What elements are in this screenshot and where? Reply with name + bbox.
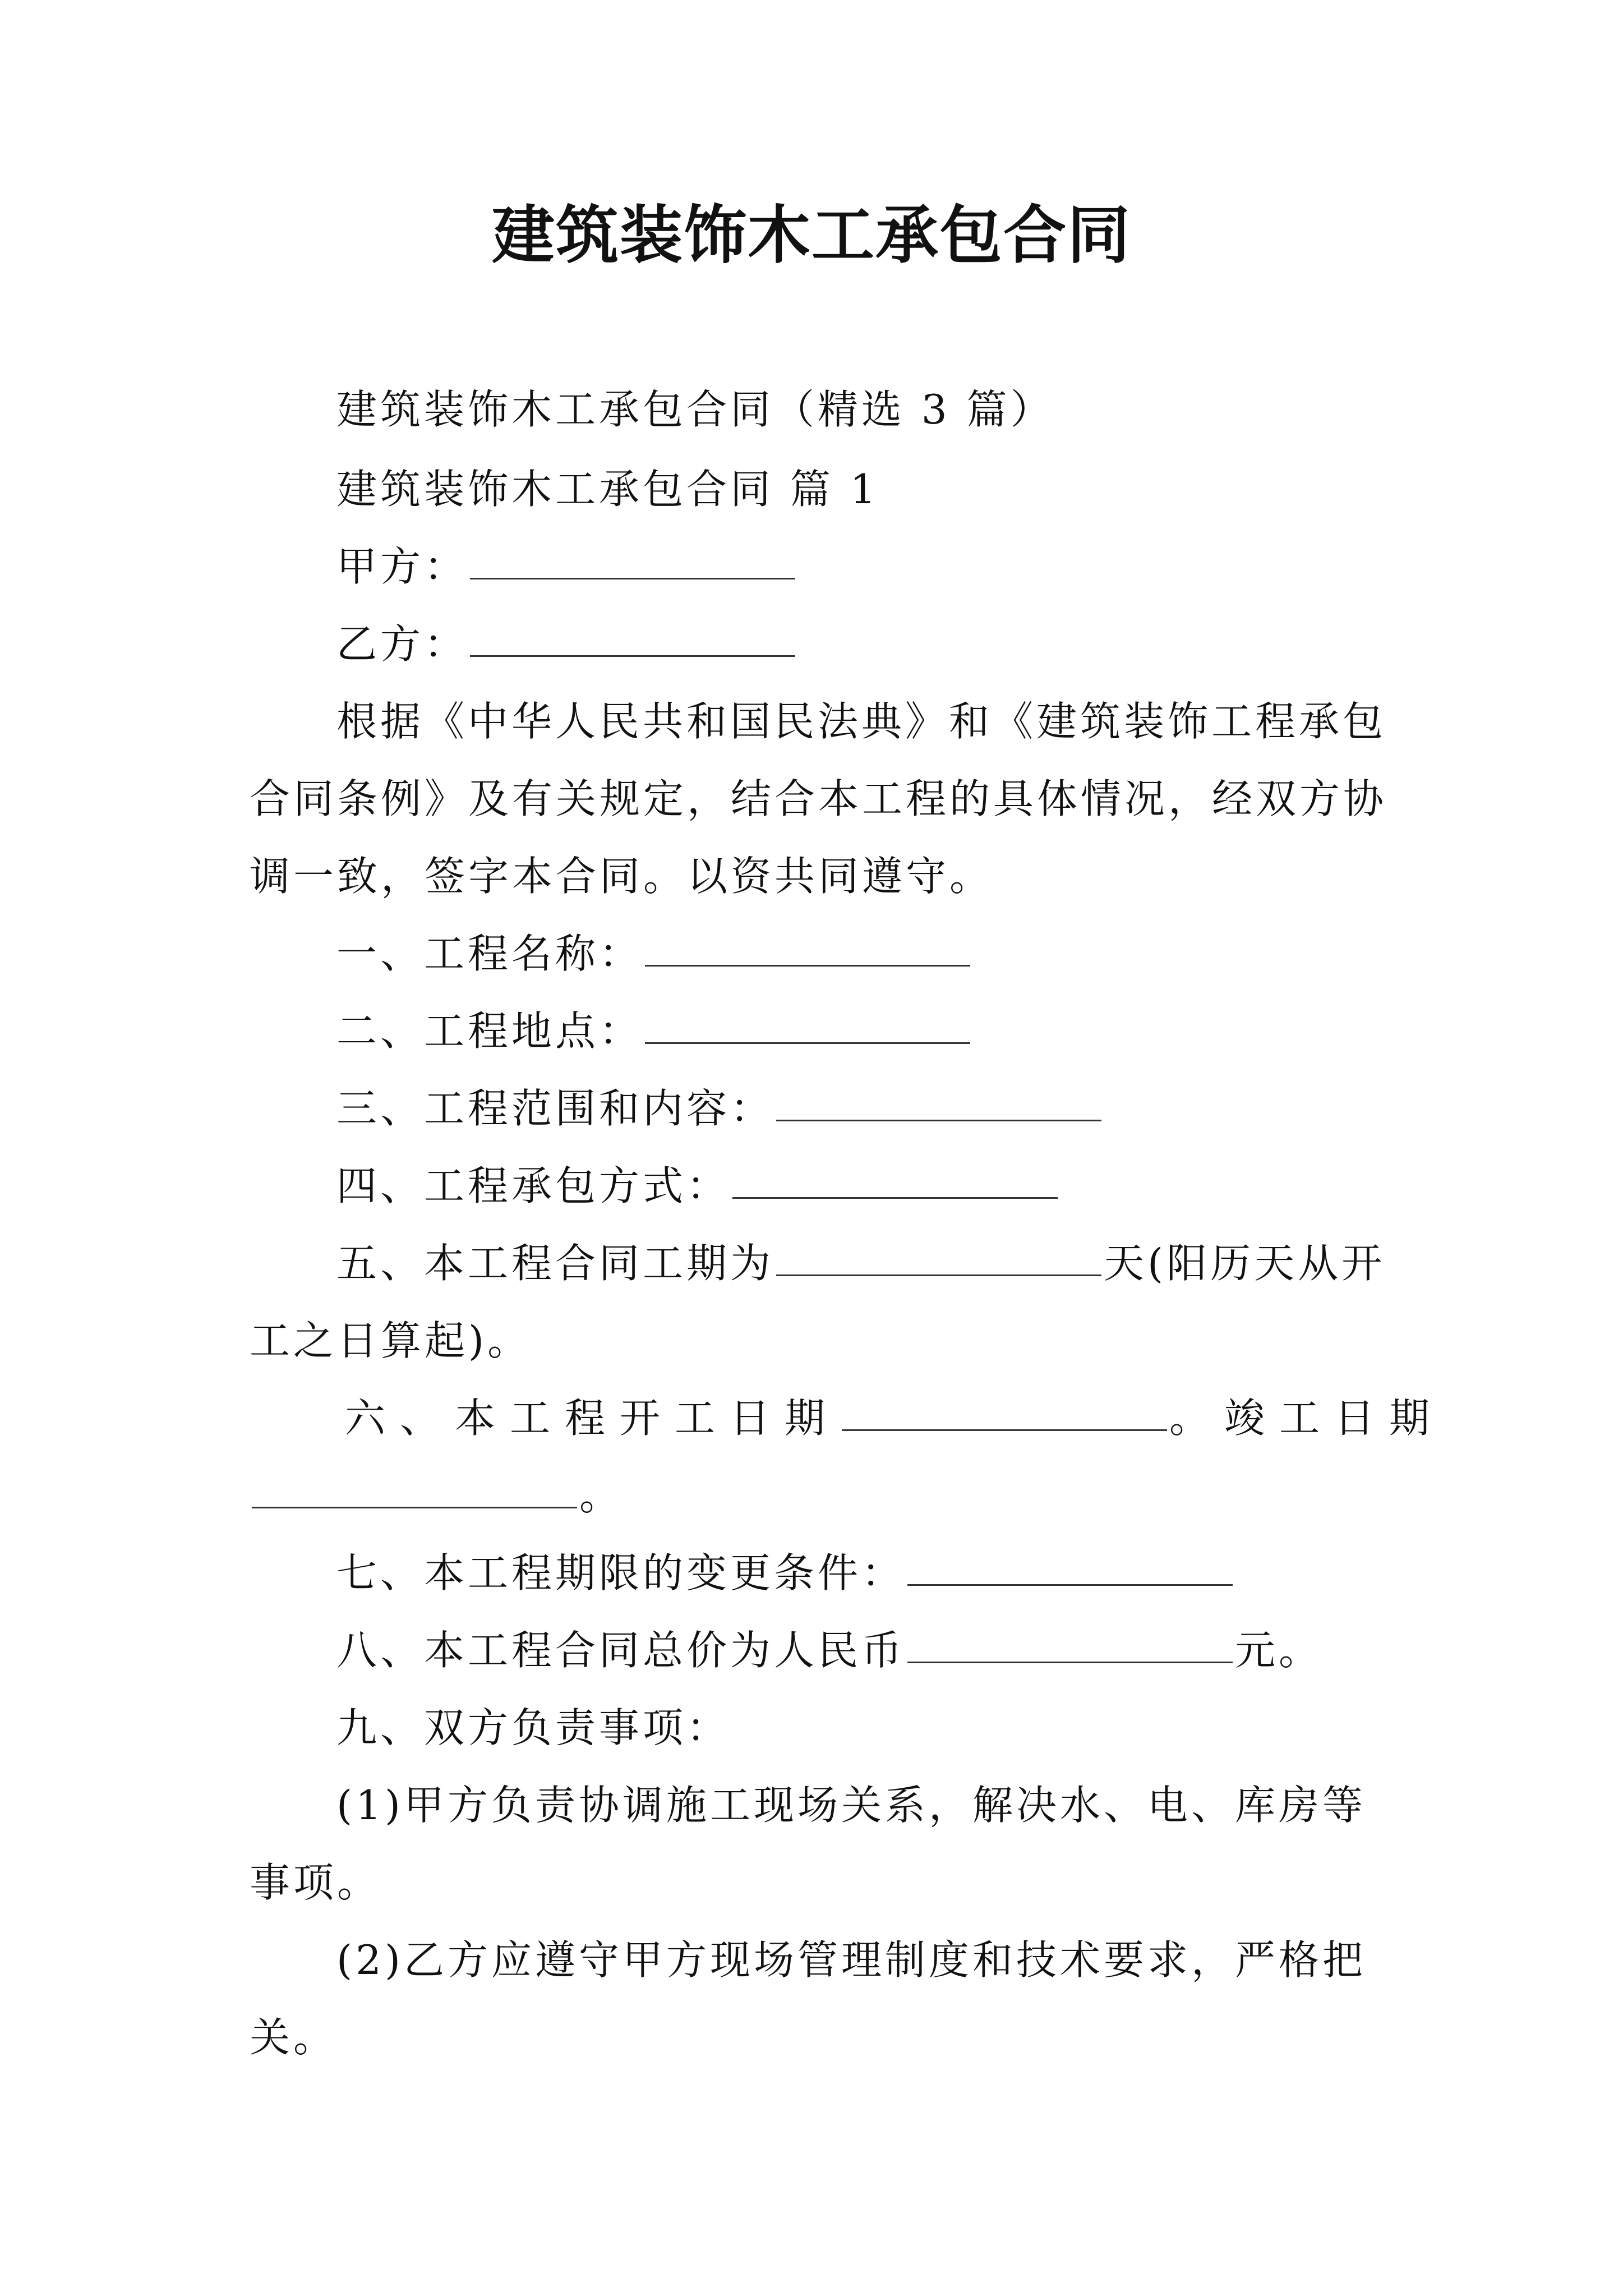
clause-6-part2: 。竣工日期 xyxy=(1169,1395,1445,1442)
clause-6-end: 。 xyxy=(579,1472,624,1519)
clause-5-part1: 五、本工程合同工期为 xyxy=(336,1240,774,1287)
clause-6-end-blank xyxy=(252,1501,577,1508)
item-2-line-2: 关。 xyxy=(250,2014,338,2061)
clause-5-part2: 天(阳历天从开 xyxy=(1104,1240,1386,1287)
clause-6-start-blank xyxy=(842,1424,1167,1431)
party-a-blank xyxy=(470,572,795,579)
clause-9: 九、双方负责事项： xyxy=(336,1704,731,1751)
item-2-line-1: (2)乙方应遵守甲方现场管理制度和技术要求，严格把 xyxy=(336,1936,1366,1984)
clause-8-part1: 八、本工程合同总价为人民币 xyxy=(336,1627,906,1674)
clause-3-row xyxy=(336,1078,1104,1139)
clause-5-row xyxy=(336,1232,1385,1294)
clause-3-label: 三、工程范围和内容： xyxy=(336,1085,774,1132)
clause-6-part1: 六、本工程开工日期 xyxy=(345,1395,840,1442)
clause-6-line2 xyxy=(250,1465,623,1526)
clause-7-blank xyxy=(907,1579,1233,1586)
clause-6-row xyxy=(345,1387,1444,1449)
party-a-label: 甲方： xyxy=(336,543,468,590)
party-b-row xyxy=(336,613,797,675)
clause-2-blank xyxy=(645,1037,970,1044)
clause-4-blank xyxy=(732,1191,1058,1199)
clause-2-row xyxy=(336,1000,972,1062)
document-subtitle: 建筑装饰木工承包合同（精选 3 篇） xyxy=(336,386,1054,433)
clause-4-row xyxy=(336,1155,1060,1217)
item-1-line-2: 事项。 xyxy=(250,1859,381,1906)
preamble-line-1: 根据《中华人民共和国民法典》和《建筑装饰工程承包 xyxy=(336,698,1387,745)
clause-5-line2: 工之日算起)。 xyxy=(250,1317,532,1364)
preamble-line-2: 合同条例》及有关规定，结合本工程的具体情况，经双方协 xyxy=(250,775,1387,822)
item-1-line-1: (1)甲方负责协调施工现场关系，解决水、电、库房等 xyxy=(336,1782,1366,1829)
clause-7-row xyxy=(336,1542,1235,1604)
document-title: 建筑装饰木工承包合同 xyxy=(492,199,1131,272)
clause-8-row xyxy=(336,1619,1322,1681)
clause-5-blank xyxy=(776,1269,1101,1276)
clause-8-blank xyxy=(907,1656,1233,1663)
preamble-line-3: 调一致，签字本合同。以资共同遵守。 xyxy=(250,853,994,900)
clause-3-blank xyxy=(776,1114,1101,1121)
clause-2-label: 二、工程地点： xyxy=(336,1007,643,1055)
party-a-row xyxy=(336,536,797,597)
clause-1-blank xyxy=(645,959,970,967)
party-b-label: 乙方： xyxy=(336,620,468,668)
clause-1-row xyxy=(336,923,972,984)
section-heading: 建筑装饰木工承包合同 篇 1 xyxy=(336,466,879,513)
clause-4-label: 四、工程承包方式： xyxy=(336,1162,731,1209)
clause-1-label: 一、工程名称： xyxy=(336,930,643,977)
party-b-blank xyxy=(470,650,795,657)
clause-8-part2: 元。 xyxy=(1235,1627,1323,1674)
clause-7-label: 七、本工程期限的变更条件： xyxy=(336,1549,906,1596)
